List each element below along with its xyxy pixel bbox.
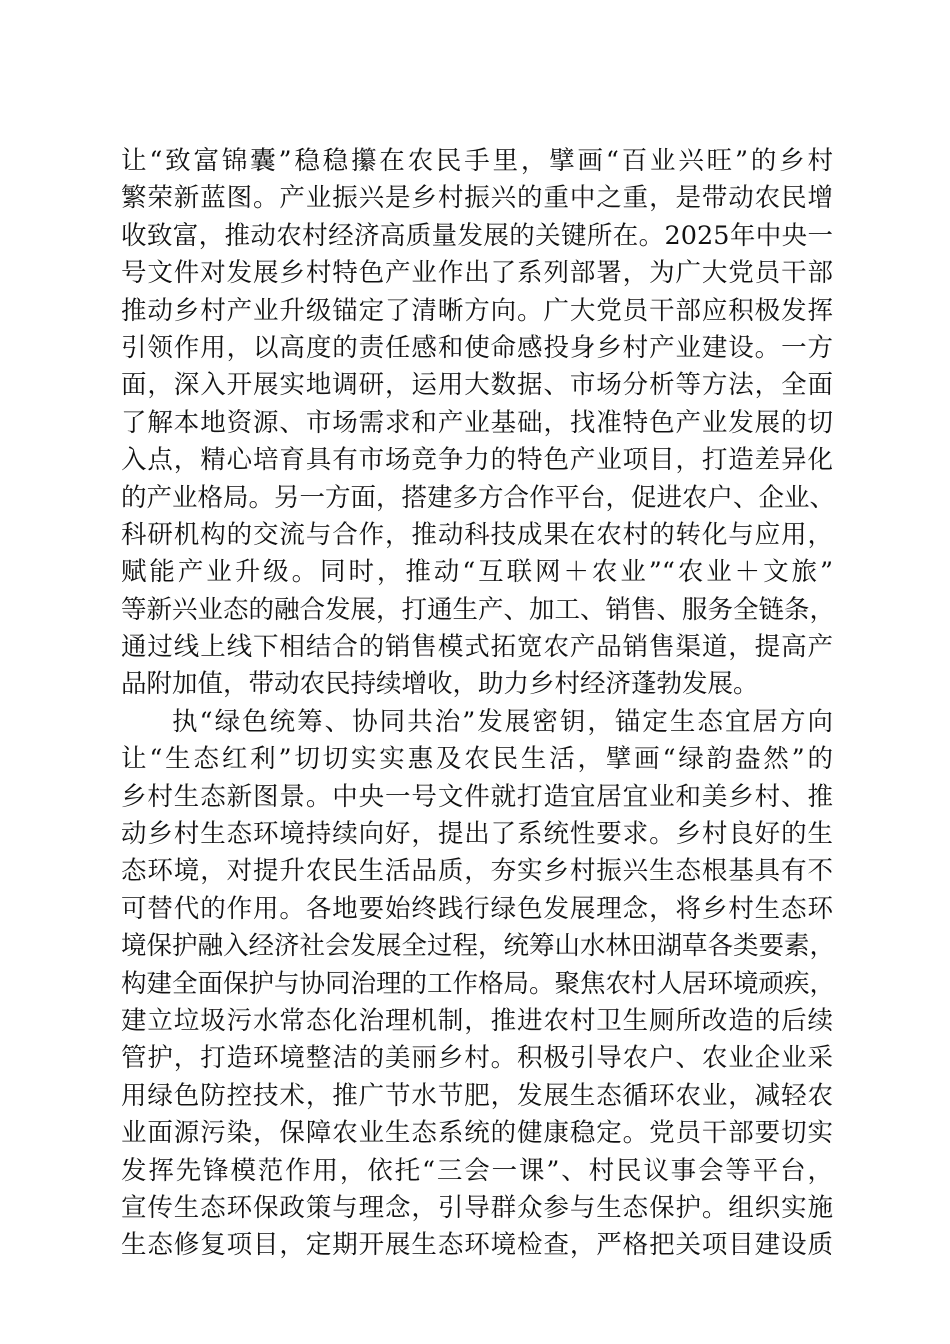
text-line: 用绿色防控技术，推广节水节肥，发展生态循环农业，减轻农 bbox=[121, 1080, 833, 1111]
paragraph-1 bbox=[121, 143, 836, 704]
text-line: 动乡村生态环境持续向好，提出了系统性要求。乡村良好的生 bbox=[121, 819, 833, 850]
text-line: 科研机构的交流与合作，推动科技成果在农村的转化与应用， bbox=[121, 519, 833, 550]
document-body bbox=[121, 143, 836, 1265]
text-line: 生态修复项目，定期开展生态环境检查，严格把关项目建设质 bbox=[121, 1230, 833, 1261]
text-line: 态环境，对提升农民生活品质，夯实乡村振兴生态根基具有不 bbox=[121, 856, 833, 887]
text-line: 业面源污染，保障农业生态系统的健康稳定。党员干部要切实 bbox=[121, 1118, 833, 1149]
text-line: 的产业格局。另一方面，搭建多方合作平台，促进农户、企业、 bbox=[121, 482, 836, 513]
text-line: 可替代的作用。各地要始终践行绿色发展理念，将乡村生态环 bbox=[121, 893, 833, 924]
text-line: 赋能产业升级。同时，推动“互联网＋农业”“农业＋文旅” bbox=[121, 557, 833, 588]
text-line: 乡村生态新图景。中央一号文件就打造宜居宜业和美乡村、推 bbox=[121, 781, 833, 812]
text-line: 境保护融入经济社会发展全过程，统筹山水林田湖草各类要素， bbox=[121, 931, 836, 962]
text-line: 品附加值，带动农民持续增收，助力乡村经济蓬勃发展。 bbox=[121, 669, 759, 700]
text-line: 收致富，推动农村经济高质量发展的关键所在。2025年中央一 bbox=[121, 220, 833, 251]
text-line: 通过线上线下相结合的销售模式拓宽农产品销售渠道，提高产 bbox=[121, 632, 833, 663]
text-line: 了解本地资源、市场需求和产业基础，找准特色产业发展的切 bbox=[121, 407, 833, 438]
text-line: 引领作用，以高度的责任感和使命感投身乡村产业建设。一方 bbox=[121, 332, 833, 363]
text-line: 执“绿色统筹、协同共治”发展密钥，锚定生态宜居方向 bbox=[172, 706, 833, 737]
text-line: 构建全面保护与协同治理的工作格局。聚焦农村人居环境顽疾， bbox=[121, 968, 836, 999]
text-line: 面，深入开展实地调研，运用大数据、市场分析等方法，全面 bbox=[121, 370, 833, 401]
text-line: 繁荣新蓝图。产业振兴是乡村振兴的重中之重，是带动农民增 bbox=[121, 183, 833, 214]
text-line: 建立垃圾污水常态化治理机制，推进农村卫生厕所改造的后续 bbox=[121, 1005, 833, 1036]
text-line: 号文件对发展乡村特色产业作出了系列部署，为广大党员干部 bbox=[121, 258, 833, 289]
text-line: 入点，精心培育具有市场竞争力的特色产业项目，打造差异化 bbox=[121, 445, 833, 476]
text-line: 宣传生态环保政策与理念，引导群众参与生态保护。组织实施 bbox=[121, 1192, 833, 1223]
text-line: 发挥先锋模范作用，依托“三会一课”、村民议事会等平台， bbox=[121, 1155, 833, 1186]
text-line: 让“致富锦囊”稳稳攥在农民手里，擘画“百业兴旺”的乡村 bbox=[121, 146, 833, 176]
text-line: 等新兴业态的融合发展，打通生产、加工、销售、服务全链条， bbox=[121, 594, 836, 625]
text-line: 管护，打造环境整洁的美丽乡村。积极引导农户、农业企业采 bbox=[121, 1043, 833, 1074]
paragraph-2 bbox=[121, 704, 836, 1265]
text-line: 让“生态红利”切切实实惠及农民生活，擘画“绿韵盎然”的 bbox=[121, 744, 833, 775]
text-line: 推动乡村产业升级锚定了清晰方向。广大党员干部应积极发挥 bbox=[121, 295, 833, 326]
